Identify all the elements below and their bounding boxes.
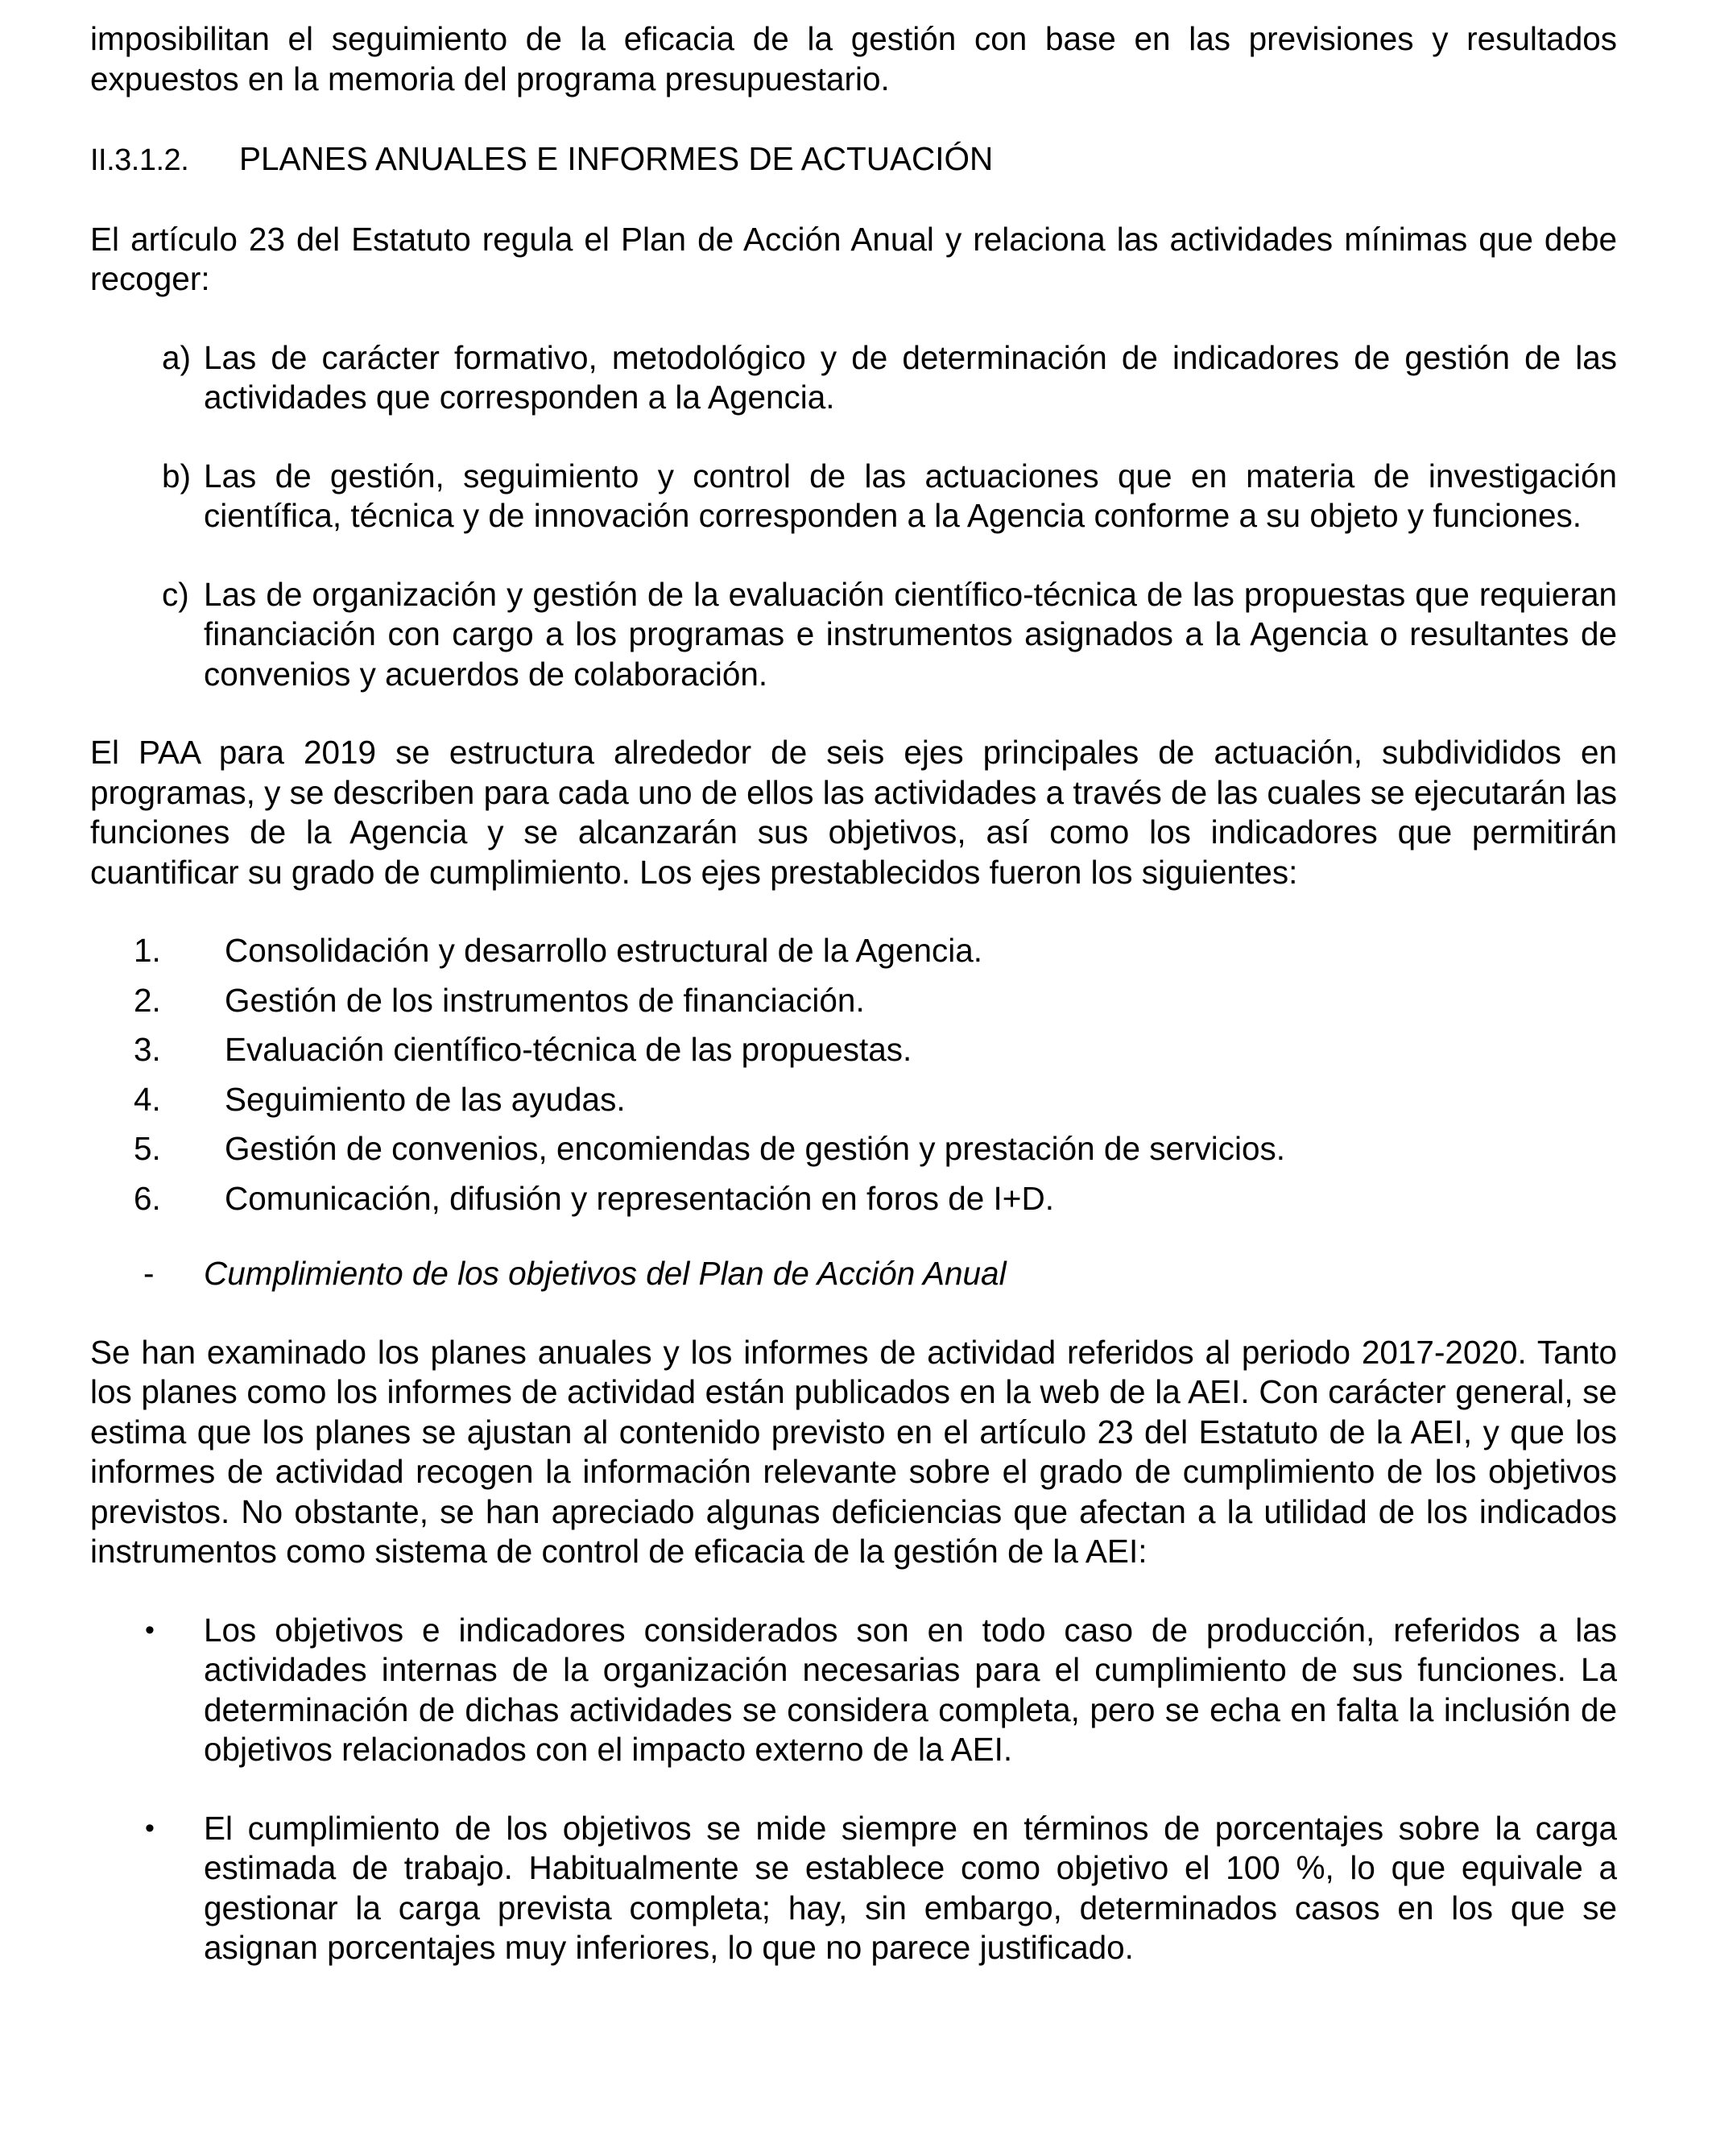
list-marker: 6.	[134, 1179, 161, 1217]
examined-paragraph: Se han examinado los planes anuales y los informes de actividad referidos al periodo 2017-2020. Tanto los planes como los informes de actividad están publicados en la web de la AEI. Con carácter general, se estima que los planes se ajustan al contenido previsto en el artículo 23 del Estatuto de la AEI, y que los informes de actividad recogen la información relevante sobre el grado de cumplimiento de los objetivos previstos. No obstante, se han apreciado algunas deficiencias que afectan a la utilidad de los indicados instrumentos como sistema de control de eficacia de la gestión de la AEI:	[90, 1333, 1617, 1570]
list-marker: 4.	[134, 1080, 161, 1118]
list-item-text: El cumplimiento de los objetivos se mide siempre en términos de porcentajes sobre la carga estimada de trabajo. Habitualmente se establece como objetivo el 100 %, lo que equivale a gestionar la carga prevista completa; hay, sin embargo, determinados casos en los que se asignan porcentajes muy inferiores, lo que no parece justificado.	[204, 1809, 1617, 1966]
section-number: II.3.1.2.	[90, 143, 189, 177]
list-item-text: Evaluación científico-técnica de las propuestas.	[225, 1031, 912, 1068]
list-marker: 2.	[134, 981, 161, 1019]
list-item-text: Los objetivos e indicadores considerados son en todo caso de producción, referidos a las actividades internas de la organización necesarias para el cumplimiento de sus funciones. La determinación de dichas actividades se considera completa, pero se echa en falta la inclusión de objetivos relacionados con el impacto externo de la AEI.	[204, 1611, 1617, 1768]
list-item	[90, 1809, 1617, 1968]
list-marker: a)	[162, 338, 192, 376]
list-item	[90, 1030, 1617, 1080]
list-item	[90, 981, 1617, 1031]
list-item-text: Las de carácter formativo, metodológico y de determinación de indicadores de gestión de las actividades que corresponden a la Agencia.	[204, 338, 1617, 416]
dash-marker: -	[143, 1255, 155, 1292]
list-item-text: Gestión de convenios, encomiendas de gestión y prestación de servicios.	[225, 1130, 1286, 1167]
activities-list	[90, 338, 1617, 695]
list-item-text: Seguimiento de las ayudas.	[225, 1080, 626, 1118]
list-marker: 1.	[134, 932, 161, 969]
list-item	[90, 457, 1617, 536]
list-item	[90, 1179, 1617, 1229]
list-item-text: Consolidación y desarrollo estructural de la Agencia.	[225, 932, 983, 969]
list-item	[90, 338, 1617, 418]
list-marker: c)	[162, 575, 189, 613]
list-item-text: Las de gestión, seguimiento y control de las actuaciones que en materia de investigación científica, técnica y de innovación corresponden a la Agencia conforme a su objeto y funciones.	[204, 457, 1617, 534]
list-marker: 3.	[134, 1031, 161, 1068]
list-item-text: Gestión de los instrumentos de financiación.	[225, 981, 865, 1019]
paa-paragraph: El PAA para 2019 se estructura alrededor de seis ejes principales de actuación, subdivididos en programas, y se describen para cada uno de ellos las actividades a través de las cuales se ejecutarán las funciones de la Agencia y se alcanzarán sus objetivos, así como los indicadores que permitirán cuantificar su grado de cumplimiento. Los ejes prestablecidos fueron los siguientes:	[90, 734, 1617, 891]
deficiencies-list	[90, 1611, 1617, 1968]
list-item-text: Comunicación, difusión y representación en foros de I+D.	[225, 1179, 1054, 1217]
axes-list	[90, 931, 1617, 1228]
bullet-icon: •	[145, 1812, 155, 1844]
list-marker: b)	[162, 457, 192, 495]
document-page	[90, 19, 1617, 1968]
list-item-text: Las de organización y gestión de la evaluación científico-técnica de las propuestas que requieran financiación con cargo a los programas e instrumentos asignados a la Agencia o resultantes de convenios y acuerdos de colaboración.	[204, 575, 1617, 693]
list-marker: 5.	[134, 1130, 161, 1167]
article-paragraph: El artículo 23 del Estatuto regula el Plan de Acción Anual y relaciona las actividades mínimas que debe recoger:	[90, 220, 1617, 297]
section-title: PLANES ANUALES E INFORMES DE ACTUACIÓN	[239, 140, 994, 177]
list-item	[90, 1080, 1617, 1130]
subheading-text: Cumplimiento de los objetivos del Plan de Acción Anual	[204, 1255, 1007, 1292]
list-item	[90, 1129, 1617, 1179]
section-heading	[90, 139, 1617, 181]
intro-paragraph: imposibilitan el seguimiento de la eficacia de la gestión con base en las previsiones y resultados expuestos en la memoria del programa presupuestario.	[90, 20, 1617, 97]
list-item	[90, 575, 1617, 695]
list-item	[90, 931, 1617, 981]
list-item	[90, 1611, 1617, 1770]
subheading	[90, 1254, 1617, 1294]
bullet-icon: •	[145, 1614, 155, 1645]
